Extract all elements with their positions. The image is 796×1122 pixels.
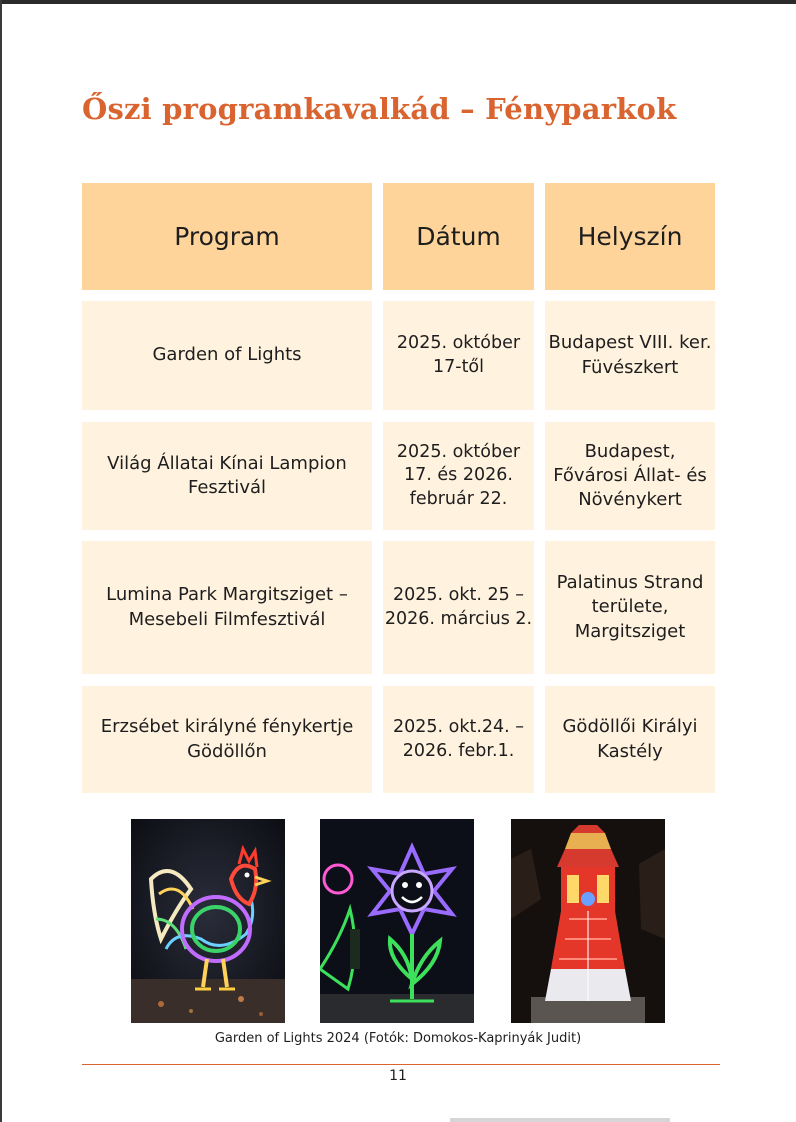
window-top-border	[0, 0, 796, 4]
row-4-program: Erzsébet királyné fénykertje Gödöllőn	[82, 686, 372, 793]
row-4-place: Gödöllői Királyi Kastély	[545, 686, 715, 793]
row-4-date: 2025. okt.24. – 2026. febr.1.	[383, 686, 534, 793]
page-left-edge	[0, 0, 2, 1122]
row-1-program: Garden of Lights	[82, 301, 372, 410]
photo-illuminated-rooster	[131, 819, 285, 1023]
row-3-place: Palatinus Strand területe, Margitsziget	[545, 541, 715, 674]
photo-illuminated-lighthouse	[511, 819, 665, 1023]
row-1-date: 2025. október 17-től	[383, 301, 534, 410]
row-2-date: 2025. október 17. és 2026. február 22.	[383, 422, 534, 530]
row-1-place: Budapest VIII. ker. Füvészkert	[545, 301, 715, 410]
row-2-program: Világ Állatai Kínai Lampion Fesztivál	[82, 422, 372, 530]
bottom-scroll-shadow	[450, 1118, 670, 1122]
page-number: 11	[389, 1068, 407, 1084]
photo-caption: Garden of Lights 2024 (Fotók: Domokos-Kaprinyák Judit)	[214, 1031, 582, 1046]
header-program: Program	[82, 183, 372, 290]
footer-divider	[82, 1064, 720, 1065]
header-date: Dátum	[383, 183, 534, 290]
page-title: Őszi programkavalkád – Fényparkok	[82, 92, 677, 126]
row-2-place: Budapest, Fővárosi Állat- és Növénykert	[545, 422, 715, 530]
photo-illuminated-smiling-flower	[320, 819, 474, 1023]
row-3-date: 2025. okt. 25 – 2026. március 2.	[383, 541, 534, 674]
row-3-program: Lumina Park Margitsziget – Mesebeli Filmfesztivál	[82, 541, 372, 674]
header-place: Helyszín	[545, 183, 715, 290]
